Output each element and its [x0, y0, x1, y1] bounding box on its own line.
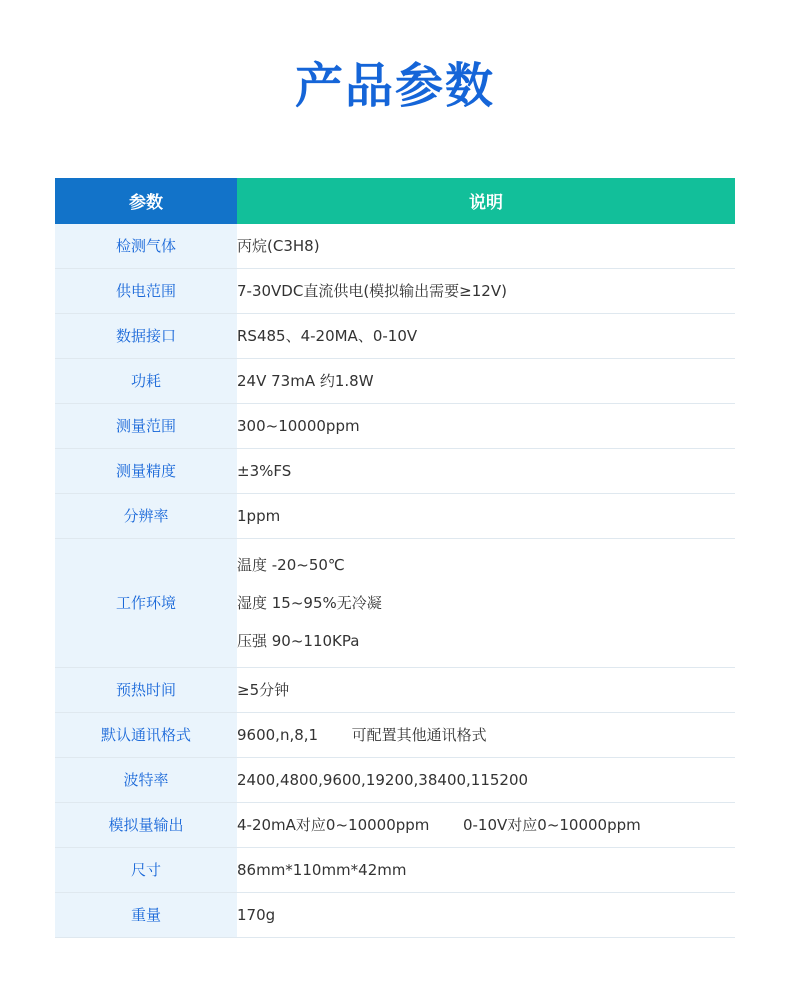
table-header-row: [55, 178, 735, 224]
column-header-desc: 说明: [237, 178, 735, 224]
row-param-label: 波特率: [55, 757, 237, 802]
row-desc-value: RS485、4-20MA、0-10V: [237, 313, 735, 358]
table-row: [55, 493, 735, 538]
spec-table-header: [55, 178, 735, 224]
table-row: [55, 313, 735, 358]
table-row: [55, 224, 735, 269]
desc-line: 湿度 15~95%无冷凝: [237, 593, 382, 612]
desc-primary: 4-20mA对应0~10000ppm: [237, 816, 430, 835]
row-desc-value: 86mm*110mm*42mm: [237, 847, 735, 892]
row-desc-value: 2400,4800,9600,19200,38400,115200: [237, 757, 735, 802]
desc-primary: 9600,n,8,1: [237, 726, 319, 745]
spec-table-container: [55, 178, 735, 938]
row-desc-value: [237, 538, 735, 667]
row-desc-value: 1ppm: [237, 493, 735, 538]
row-desc-value: 7-30VDC直流供电(模拟输出需要≥12V): [237, 268, 735, 313]
column-header-param: 参数: [55, 178, 237, 224]
row-desc-value: 170g: [237, 892, 735, 937]
desc-secondary: 0-10V对应0~10000ppm: [462, 816, 641, 835]
row-param-label: 工作环境: [55, 538, 237, 667]
table-row: [55, 802, 735, 847]
row-desc-value: [237, 712, 735, 757]
desc-line: 温度 -20~50℃: [237, 555, 345, 574]
row-desc-value: 300~10000ppm: [237, 403, 735, 448]
table-row: [55, 538, 735, 667]
row-param-label: 测量精度: [55, 448, 237, 493]
bottom-spacer: [0, 938, 790, 978]
row-desc-value: [237, 802, 735, 847]
table-row: [55, 268, 735, 313]
table-row: [55, 712, 735, 757]
row-param-label: 尺寸: [55, 847, 237, 892]
spec-table: [55, 178, 735, 938]
row-param-label: 模拟量输出: [55, 802, 237, 847]
row-param-label: 数据接口: [55, 313, 237, 358]
row-param-label: 预热时间: [55, 667, 237, 712]
table-row: [55, 667, 735, 712]
table-row: [55, 757, 735, 802]
row-desc-value: ±3%FS: [237, 448, 735, 493]
table-row: [55, 448, 735, 493]
desc-line: 压强 90~110KPa: [237, 631, 360, 650]
row-param-label: 检测气体: [55, 224, 237, 269]
row-desc-value: 丙烷(C3H8): [237, 224, 735, 269]
table-row: [55, 403, 735, 448]
row-desc-value: ≥5分钟: [237, 667, 735, 712]
row-param-label: 功耗: [55, 358, 237, 403]
row-param-label: 默认通讯格式: [55, 712, 237, 757]
row-param-label: 分辨率: [55, 493, 237, 538]
row-param-label: 重量: [55, 892, 237, 937]
page-title: 产品参数: [294, 58, 495, 114]
table-row: [55, 847, 735, 892]
table-row: [55, 358, 735, 403]
row-param-label: 供电范围: [55, 268, 237, 313]
table-row: [55, 892, 735, 937]
spec-table-body: [55, 224, 735, 938]
desc-secondary: 可配置其他通讯格式: [351, 726, 487, 745]
row-desc-value: 24V 73mA 约1.8W: [237, 358, 735, 403]
row-param-label: 测量范围: [55, 403, 237, 448]
